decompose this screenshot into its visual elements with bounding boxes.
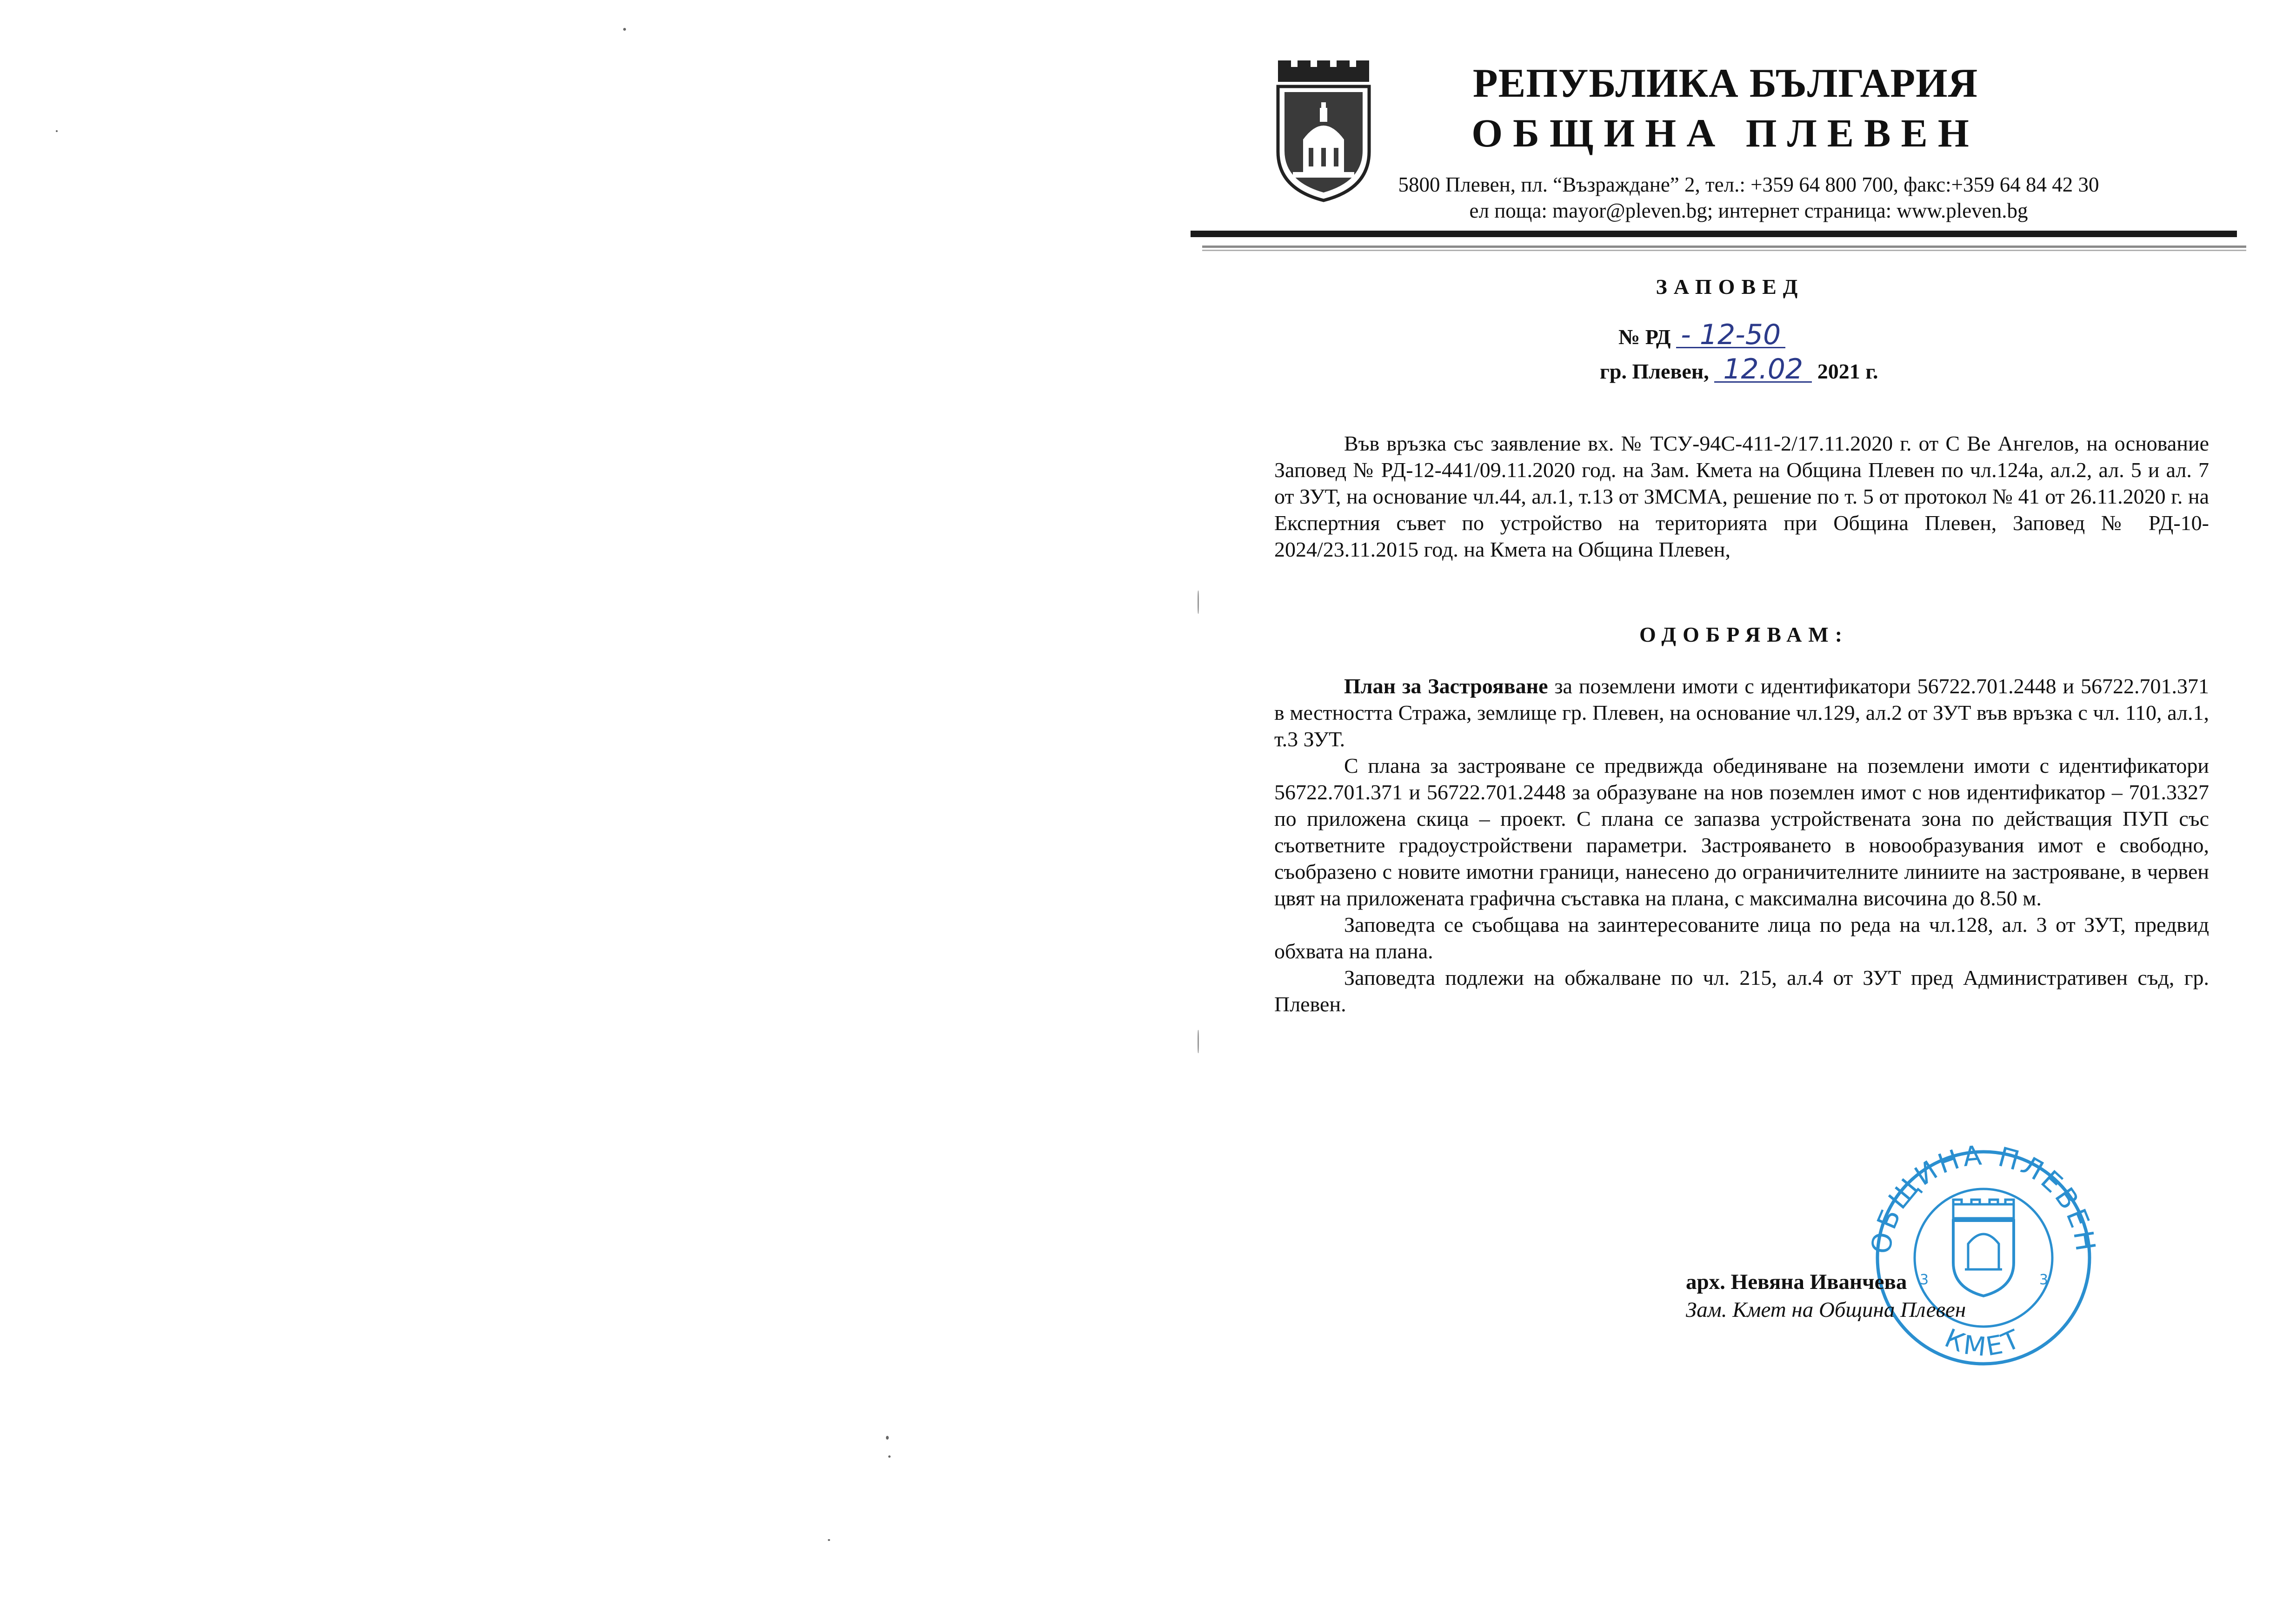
order-title: ЗАПОВЕД xyxy=(1656,275,1804,299)
header-divider xyxy=(1191,231,2237,237)
order-place: гр. Плевен, xyxy=(1600,359,1709,383)
order-number-prefix: № РД xyxy=(1618,325,1671,349)
scan-mark xyxy=(1198,1030,1199,1053)
scan-speck xyxy=(886,1436,889,1440)
header-divider-thin-2 xyxy=(1202,250,2246,251)
approve-heading: ОДОБРЯВАМ: xyxy=(1639,623,1849,646)
header-country: РЕПУБЛИКА БЪЛГАРИЯ xyxy=(1472,61,1978,106)
svg-text:КМЕТ xyxy=(1940,1323,2027,1362)
plan-details-paragraph: С плана за застрояване се предвижда обединяване на поземлени имоти с идентификатори 56722.701.371 и 56722.701.2448 за образуване на нов поземлен имот с нов идентификатор – 701.3327 по приложена скица – проект. С плана се запазва устройствената зона по действащия ПУП със съответните градоустройствени параметри. Застрояването в новообразувания имот е свободно, съобразено с новите имотни граници, нанесено до ограничителните линиите на застрояване, в червен цвят на приложената графична съставка на плана, с максимална височина до 8.50 м. xyxy=(1274,754,2209,910)
preamble-text: Във връзка със заявление вх. № ТСУ-94С-411-2/17.11.2020 г. от С Ве Ангелов, на основание Заповед № РД-12-441/09.11.2020 год. на Зам. Кмета на Община Плевен по чл.124а, ал.2, ал. 5 и ал. 7 от ЗУТ, на основание чл.44, ал.1, т.13 от ЗМСМА, решение по т. 5 от протокол № 41 от 26.11.2020 г. на Експертния съвет по устройство на територията при Община Плевен, Заповед № РД-10-2024/23.11.2015 год. на Кмета на Община Плевен, xyxy=(1274,432,2209,561)
stamp-number-left: 3 xyxy=(1920,1272,1929,1288)
order-year: 2021 г. xyxy=(1817,359,1878,383)
order-date-handwritten: 12.02 xyxy=(1714,357,1812,383)
header-contacts: ел поща: mayor@pleven.bg; интернет страница: www.pleven.bg xyxy=(1469,199,2028,222)
official-stamp xyxy=(1860,1135,2107,1367)
header-municipality: ОБЩИНА ПЛЕВЕН xyxy=(1471,111,1979,155)
header-address: 5800 Плевен, пл. “Възраждане” 2, тел.: +359 64 800 700, факс:+359 64 84 42 30 xyxy=(1398,173,2099,196)
signatory-name: арх. Невяна Иванчева xyxy=(1686,1270,1907,1294)
signatory-role: Зам. Кмет на Община Плевен xyxy=(1686,1298,1966,1322)
stamp-center-text: КМЕТ xyxy=(1940,1323,2027,1363)
decision-body xyxy=(1274,673,2209,1017)
appeal-paragraph: Заповедта подлежи на обжалване по чл. 215, ал.4 от ЗУТ пред Административен съд, гр. Плевен. xyxy=(1274,966,2209,1016)
svg-text:ОБЩИНА ПЛЕВЕН xyxy=(1865,1139,2102,1256)
scan-speck xyxy=(888,1455,891,1458)
notification-paragraph: Заповедта се съобщава на заинтересованите лица по реда на чл.128, ал. 3 от ЗУТ, предвид обхвата на плана. xyxy=(1274,913,2209,963)
scan-speck xyxy=(828,1539,830,1541)
plan-text: за поземлени имоти с идентификатори 56722.701.2448 и 56722.701.371 в местността Стража, землище гр. Плевен, на основание чл.129, ал.2 от ЗУТ във връзка с чл. 110, ал.1, т.3 ЗУТ. xyxy=(1274,674,2209,751)
stamp-number-right: 3 xyxy=(2039,1272,2049,1288)
scan-mark xyxy=(1198,591,1199,614)
preamble-paragraph xyxy=(1274,430,2209,563)
stamp-ring-text: ОБЩИНА ПЛЕВЕН xyxy=(1865,1139,2102,1256)
order-date xyxy=(1600,353,1878,385)
order-number xyxy=(1618,319,1785,351)
pleven-coat-of-arms-icon xyxy=(1274,56,1373,202)
scan-speck xyxy=(623,28,626,31)
order-number-handwritten: - 12-50 xyxy=(1676,323,1785,348)
plan-paragraph xyxy=(1274,673,2209,752)
scan-speck xyxy=(56,130,58,132)
header-divider-thin xyxy=(1202,246,2246,248)
plan-title: План за Застрояване xyxy=(1344,674,1548,698)
